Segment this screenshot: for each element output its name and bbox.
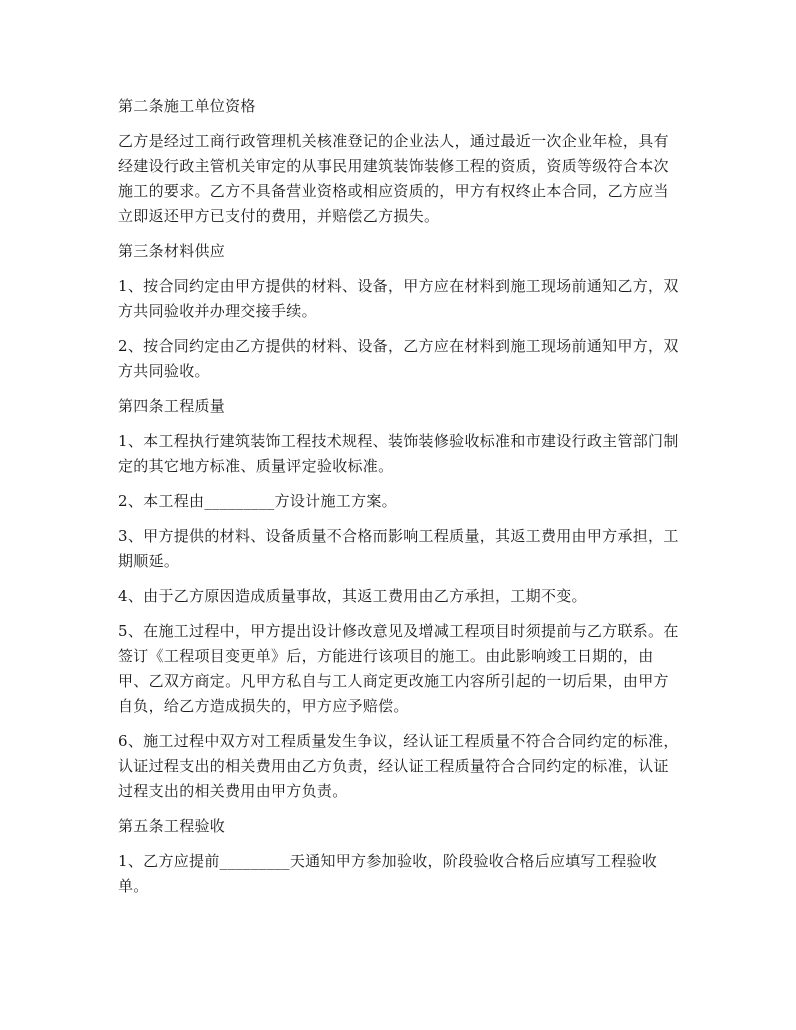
paragraph: 5、在施工过程中，甲方提出设计修改意见及增减工程项目时须提前与乙方联系。在签订《工程项目变更单》后，方能进行该项目的施工。由此影响竣工日期的，由甲、乙双方商定。凡甲方私自与工人商定更改施工内容所引起的一切后果，由甲方自负，给乙方造成损失的，甲方应予赔偿。: [118, 622, 679, 715]
paragraph: 2、按合同约定由乙方提供的材料、设备，乙方应在材料到施工现场前通知甲方，双方共同验收。: [118, 337, 679, 380]
section-heading: 第三条材料供应: [118, 242, 226, 260]
paragraph: 1、乙方应提前_________天通知甲方参加验收，阶段验收合格后应填写工程验收单。: [118, 852, 658, 895]
paragraph: 4、由于乙方原因造成质量事故，其返工费用由乙方承担，工期不变。: [118, 587, 587, 605]
section-heading: 第二条施工单位资格: [118, 97, 256, 115]
section-heading: 第五条工程验收: [118, 817, 226, 835]
paragraph: 1、本工程执行建筑装饰工程技术规程、装饰装修验收标准和市建设行政主管部门制定的其它地方标准、质量评定验收标准。: [118, 432, 679, 475]
paragraph: 1、按合同约定由甲方提供的材料、设备，甲方应在材料到施工现场前通知乙方，双方共同验收并办理交接手续。: [118, 277, 679, 320]
paragraph: 2、本工程由_________方设计施工方案。: [118, 492, 397, 510]
paragraph: 6、施工过程中双方对工程质量发生争议，经认证工程质量不符合合同约定的标准，认证过程支出的相关费用由乙方负责，经认证工程质量符合合同约定的标准，认证过程支出的相关费用由甲方负责。: [118, 732, 679, 800]
document-page: [118, 94, 684, 909]
paragraph: 乙方是经过工商行政管理机关核准登记的企业法人，通过最近一次企业年检，具有经建设行政主管机关审定的从事民用建筑装饰装修工程的资质，资质等级符合本次施工的要求。乙方不具备营业资格或相应资质的，甲方有权终止本合同，乙方应当立即返还甲方已支付的费用，并赔偿乙方损失。: [118, 132, 669, 225]
section-heading: 第四条工程质量: [118, 397, 226, 415]
paragraph: 3、甲方提供的材料、设备质量不合格而影响工程质量，其返工费用由甲方承担，工期顺延。: [118, 527, 679, 570]
